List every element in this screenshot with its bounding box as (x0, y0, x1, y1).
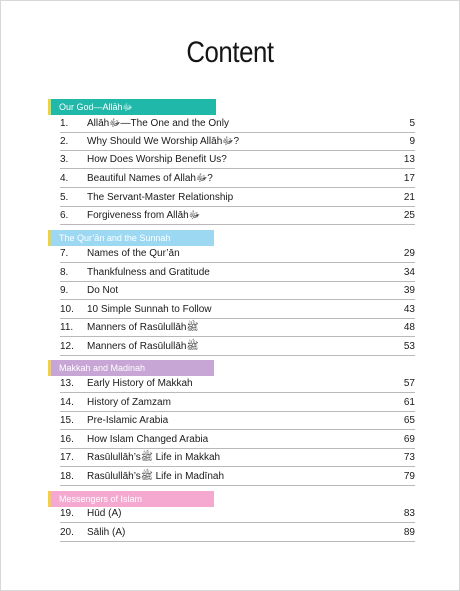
toc-row[interactable] (60, 413, 415, 430)
entry-number: 1. (60, 118, 69, 129)
entry-page: 65 (403, 415, 415, 426)
entry-page: 5 (409, 118, 415, 129)
entry-page: 69 (403, 434, 415, 445)
entry-title: Manners of Rasūlullāhﷺ (87, 322, 199, 333)
entry-title: Names of the Qur’ān (87, 248, 180, 259)
section-header-our-god: Our God—Allāhﷻ (48, 99, 216, 115)
toc-row[interactable] (60, 432, 415, 449)
section-header-quran-sunnah: The Qur’ān and the Sunnah (48, 230, 214, 246)
entry-number: 17. (60, 452, 74, 463)
entry-number: 5. (60, 192, 69, 203)
entry-page: 89 (403, 527, 415, 538)
entry-title: Forgiveness from Allāhﷻ (87, 210, 201, 221)
entry-number: 9. (60, 285, 69, 296)
entry-number: 2. (60, 136, 69, 147)
entry-title: Manners of Rasūlullāhﷺ (87, 341, 199, 352)
entry-title: Rasūlullāh’sﷺ Life in Madīnah (87, 471, 225, 482)
entry-number: 11. (60, 322, 74, 333)
entry-number: 7. (60, 248, 69, 259)
entry-title: Allāhﷻ—The One and the Only (87, 118, 229, 129)
entry-page: 48 (403, 322, 415, 333)
section-header-messengers: Messengers of Islam (48, 491, 214, 507)
toc-row[interactable] (60, 450, 415, 467)
toc-row[interactable] (60, 265, 415, 282)
entry-title: Beautiful Names of Allahﷻ? (87, 173, 213, 184)
entry-title: 10 Simple Sunnah to Follow (87, 304, 212, 315)
page-title: Content (186, 36, 274, 69)
toc-row[interactable] (60, 320, 415, 337)
entry-number: 14. (60, 397, 74, 408)
entry-title: Why Should We Worship Allāhﷻ? (87, 136, 240, 147)
entry-page: 83 (403, 508, 415, 519)
entry-page: 25 (403, 210, 415, 221)
entry-number: 4. (60, 173, 69, 184)
entry-number: 16. (60, 434, 74, 445)
entry-number: 10. (60, 304, 74, 315)
entry-page: 9 (409, 136, 415, 147)
entry-page: 39 (403, 285, 415, 296)
entry-page: 73 (403, 452, 415, 463)
entry-number: 13. (60, 378, 74, 389)
entry-number: 15. (60, 415, 74, 426)
entry-title: Sālih (A) (87, 527, 126, 538)
entry-title: Do Not (87, 285, 119, 296)
entry-number: 19. (60, 508, 74, 519)
toc-row[interactable] (60, 339, 415, 356)
toc-row[interactable] (60, 171, 415, 188)
entry-page: 29 (403, 248, 415, 259)
entry-page: 17 (403, 173, 415, 184)
toc-row[interactable] (60, 246, 415, 263)
toc-row[interactable] (60, 376, 415, 393)
entry-page: 57 (403, 378, 415, 389)
entry-title: How Does Worship Benefit Us? (87, 154, 227, 165)
entry-number: 12. (60, 341, 74, 352)
toc-row[interactable] (60, 302, 415, 319)
entry-title: Early History of Makkah (87, 378, 193, 389)
toc-row[interactable] (60, 395, 415, 412)
toc-row[interactable] (60, 134, 415, 151)
entry-title: Rasūlullāh’sﷺ Life in Makkah (87, 452, 221, 463)
entry-title: How Islam Changed Arabia (87, 434, 209, 445)
toc-row[interactable] (60, 469, 415, 486)
entry-number: 6. (60, 210, 69, 221)
entry-page: 43 (403, 304, 415, 315)
section-header-makkah-madinah: Makkah and Madinah (48, 360, 214, 376)
entry-page: 34 (403, 267, 415, 278)
entry-page: 79 (403, 471, 415, 482)
toc-row[interactable] (60, 208, 415, 225)
toc-row[interactable] (60, 152, 415, 169)
entry-page: 61 (403, 397, 415, 408)
entry-number: 8. (60, 267, 69, 278)
toc-row[interactable] (60, 283, 415, 300)
toc-row[interactable] (60, 190, 415, 207)
entry-page: 53 (403, 341, 415, 352)
entry-title: Thankfulness and Gratitude (87, 267, 210, 278)
toc-row[interactable] (60, 116, 415, 133)
toc-row[interactable] (60, 506, 415, 523)
entry-title: History of Zamzam (87, 397, 171, 408)
entry-title: Hūd (A) (87, 508, 122, 519)
entry-number: 18. (60, 471, 74, 482)
entry-number: 20. (60, 527, 74, 538)
entry-page: 13 (403, 154, 415, 165)
entry-title: Pre-Islamic Arabia (87, 415, 169, 426)
entry-page: 21 (403, 192, 415, 203)
entry-title: The Servant-Master Relationship (87, 192, 234, 203)
toc-row[interactable] (60, 525, 415, 542)
entry-number: 3. (60, 154, 69, 165)
